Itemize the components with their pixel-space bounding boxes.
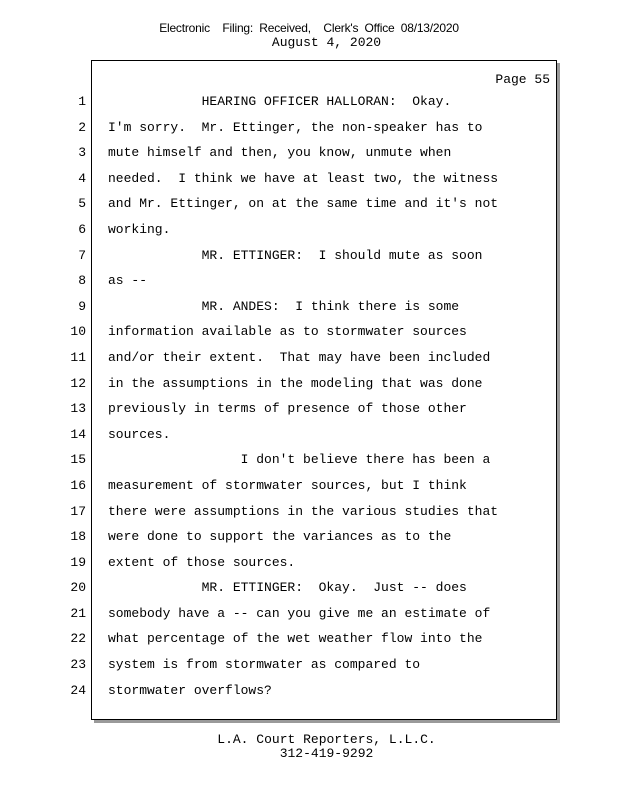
line-number: 19 xyxy=(70,554,86,570)
line-number: 9 xyxy=(78,298,86,314)
court-reporter-footer xyxy=(0,733,618,761)
transcript-line: I don't believe there has been a xyxy=(108,452,491,468)
line-number: 21 xyxy=(70,605,86,621)
hearing-date: August 4, 2020 xyxy=(271,35,382,50)
court-reporter-company: L.A. Court Reporters, L.L.C. xyxy=(217,732,436,747)
transcript-text-column xyxy=(108,94,548,708)
line-number-column xyxy=(40,94,86,708)
transcript-line: MR. ANDES: I think there is some xyxy=(108,298,460,314)
transcript-line: MR. ETTINGER: Okay. Just -- does xyxy=(108,580,467,596)
line-number: 1 xyxy=(78,94,86,109)
transcript-line: I'm sorry. Mr. Ettinger, the non-speaker has to xyxy=(108,119,483,135)
transcript-line: measurement of stormwater sources, but I think xyxy=(108,477,467,493)
transcript-line: system is from stormwater as compared to xyxy=(108,657,421,673)
transcript-line: extent of those sources. xyxy=(108,554,296,570)
court-reporter-phone: 312-419-9292 xyxy=(279,746,374,761)
transcript-line: sources. xyxy=(108,426,171,442)
transcript-line: information available as to stormwater sources xyxy=(108,324,467,340)
line-number: 2 xyxy=(78,119,86,135)
line-number: 17 xyxy=(70,503,86,519)
line-number: 20 xyxy=(70,580,86,596)
transcript-line: previously in terms of presence of those other xyxy=(108,401,467,417)
line-number: 4 xyxy=(78,170,86,186)
transcript-line: were done to support the variances as to the xyxy=(108,529,452,545)
line-number: 22 xyxy=(70,631,86,647)
transcript-line: stormwater overflows? xyxy=(108,682,272,698)
line-number: 15 xyxy=(70,452,86,468)
line-number: 10 xyxy=(70,324,86,340)
transcript-line: as -- xyxy=(108,273,148,289)
transcript-line: what percentage of the wet weather flow into the xyxy=(108,631,483,647)
page-number: Page 55 xyxy=(495,72,550,87)
line-number: 3 xyxy=(78,145,86,161)
line-number: 23 xyxy=(70,657,86,673)
transcript-line: needed. I think we have at least two, the witness xyxy=(108,170,499,186)
line-number: 16 xyxy=(70,477,86,493)
transcript-line: HEARING OFFICER HALLORAN: Okay. xyxy=(108,94,452,109)
transcript-line: and Mr. Ettinger, on at the same time and it's not xyxy=(108,196,499,212)
electronic-filing-stamp: Electronic Filing: Received, Clerk's Office 08/13/2020 xyxy=(159,21,459,35)
transcript-line: in the assumptions in the modeling that was done xyxy=(108,375,483,391)
transcript-line: somebody have a -- can you give me an estimate of xyxy=(108,605,491,621)
line-number: 6 xyxy=(78,221,86,237)
transcript-line: there were assumptions in the various studies that xyxy=(108,503,499,519)
line-number: 12 xyxy=(70,375,86,391)
line-number: 18 xyxy=(70,529,86,545)
line-number: 8 xyxy=(78,273,86,289)
transcript-line: MR. ETTINGER: I should mute as soon xyxy=(108,247,483,263)
line-number: 14 xyxy=(70,426,86,442)
line-number: 13 xyxy=(70,401,86,417)
line-number: 24 xyxy=(70,682,86,698)
transcript-line: mute himself and then, you know, unmute when xyxy=(108,145,452,161)
line-number: 5 xyxy=(78,196,86,212)
transcript-line: and/or their extent. That may have been included xyxy=(108,349,491,365)
transcript-line: working. xyxy=(108,221,171,237)
line-number: 11 xyxy=(70,349,86,365)
line-number: 7 xyxy=(78,247,86,263)
